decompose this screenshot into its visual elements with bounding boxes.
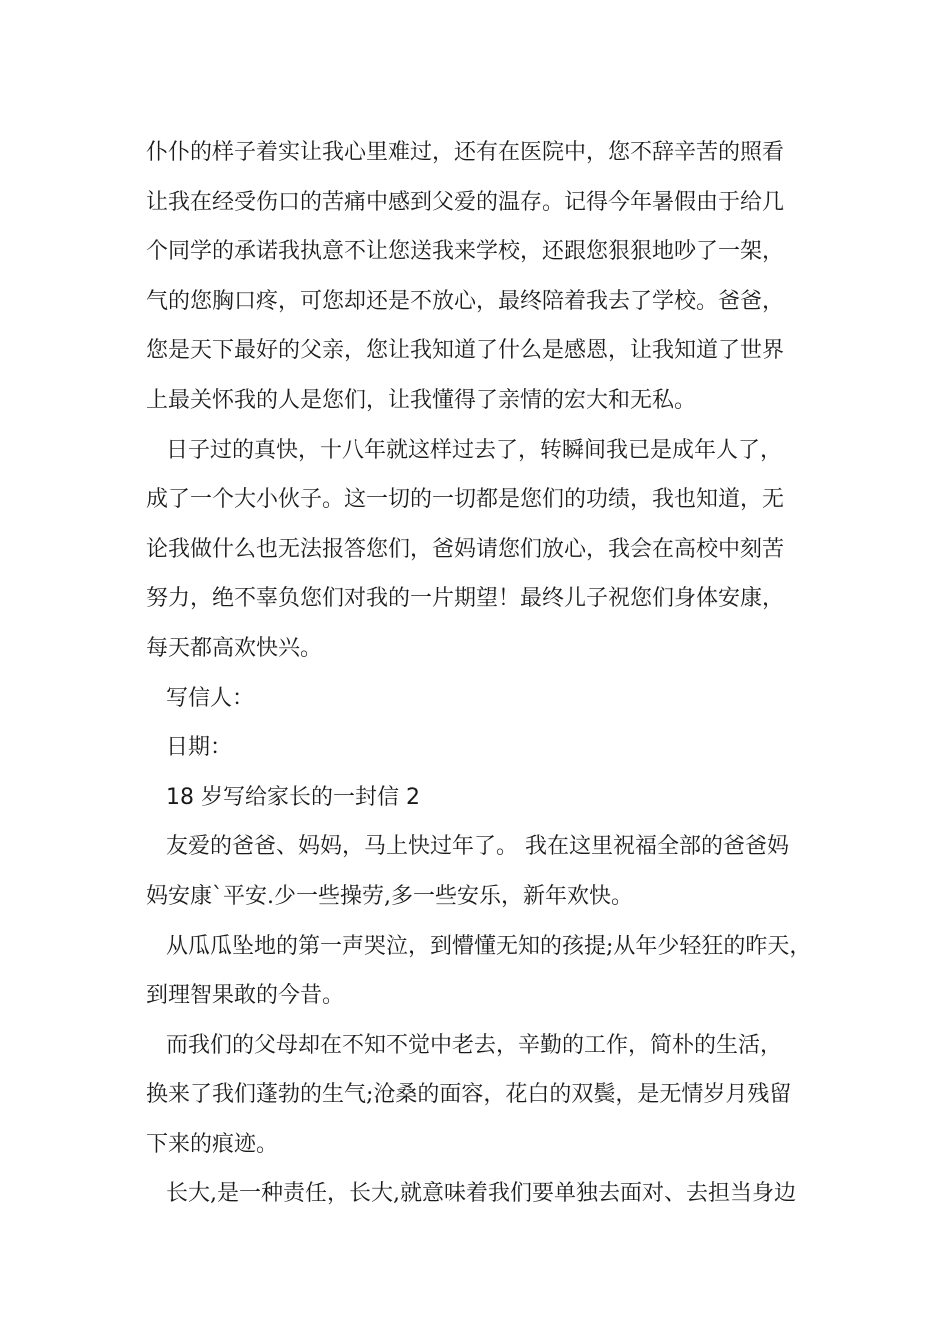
signature-writer-label: 写信人： bbox=[166, 685, 255, 711]
text-line: 换来了我们蓬勃的生气;沧桑的面容，花白的双鬓，是无情岁月残留 bbox=[146, 1082, 792, 1108]
text-line: 到理智果敢的今昔。 bbox=[146, 983, 345, 1009]
text-line: 努力，绝不辜负您们对我的一片期望！最终儿子祝您们身体安康， bbox=[146, 586, 785, 612]
paragraph-start-line: 而我们的父母却在不知不觉中老去，辛勤的工作，简朴的生活， bbox=[166, 1032, 783, 1058]
paragraph-start-line: 日子过的真快，十八年就这样过去了，转瞬间我已是成年人了， bbox=[166, 437, 783, 463]
text-line: 论我做什么也无法报答您们，爸妈请您们放心，我会在高校中刻苦 bbox=[146, 536, 785, 562]
paragraph-start-line: 长大,是一种责任，长大,就意味着我们要单独去面对、去担当身边 bbox=[166, 1181, 796, 1207]
text-line: 每天都高欢快兴。 bbox=[146, 635, 323, 661]
text-line: 仆仆的样子着实让我心里难过，还有在医院中，您不辞辛苦的照看 bbox=[146, 140, 785, 165]
text-line: 个同学的承诺我执意不让您送我来学校，还跟您狠狠地吵了一架， bbox=[146, 239, 785, 265]
text-line: 成了一个大小伙子。这一切的一切都是您们的功绩，我也知道，无 bbox=[146, 487, 785, 513]
section-heading: 18 岁写给家长的一封信 2 bbox=[166, 784, 420, 810]
text-line: 妈安康`平安.少一些操劳,多一些安乐，新年欢快。 bbox=[146, 883, 633, 909]
text-line: 下来的痕迹。 bbox=[146, 1131, 279, 1157]
paragraph-start-line: 友爱的爸爸、妈妈，马上快过年了。 我在这里祝福全部的爸爸妈 bbox=[166, 834, 789, 860]
text-line: 上最关怀我的人是您们，让我懂得了亲情的宏大和无私。 bbox=[146, 387, 697, 413]
paragraph-start-line: 从瓜瓜坠地的第一声哭泣，到懵懂无知的孩提;从年少轻狂的昨天， bbox=[166, 933, 812, 959]
text-line: 让我在经受伤口的苦痛中感到父爱的温存。记得今年暑假由于给几 bbox=[146, 189, 785, 215]
text-line: 您是天下最好的父亲，您让我知道了什么是感恩，让我知道了世界 bbox=[146, 338, 785, 364]
signature-date-label: 日期： bbox=[166, 735, 233, 761]
text-line: 气的您胸口疼，可您却还是不放心，最终陪着我去了学校。爸爸， bbox=[146, 288, 785, 314]
letter-body bbox=[146, 128, 826, 1219]
